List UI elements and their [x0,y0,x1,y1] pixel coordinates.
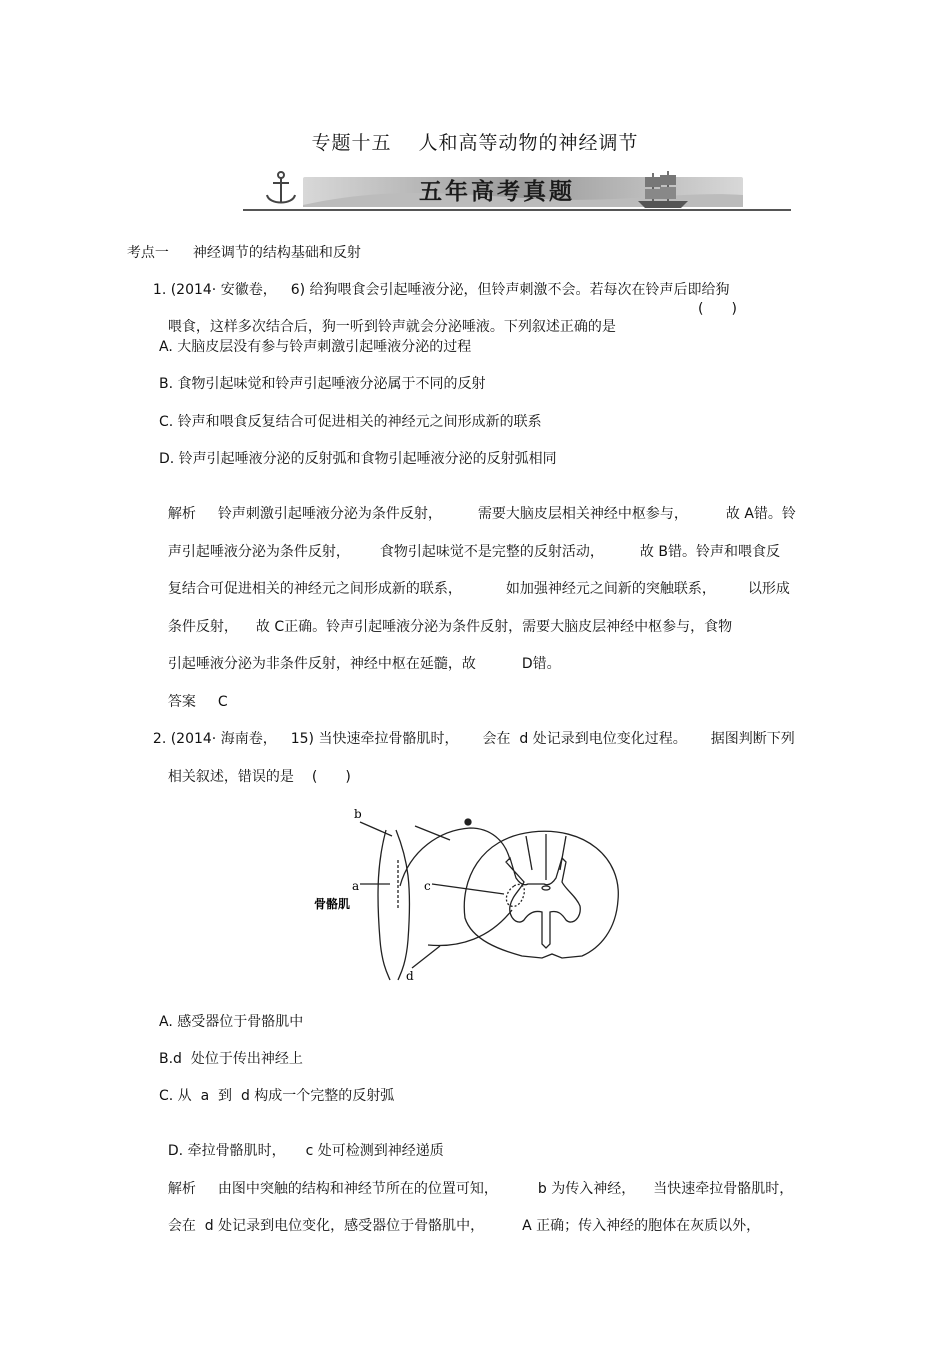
q2-analysis-text: 会在 d 处记录到电位变化，感受器位于骨骼肌中， [167,1218,485,1234]
q1-option-d: D. 铃声引起唾液分泌的反射弧和食物引起唾液分泌的反射弧相同 [159,451,557,467]
q2-analysis-text: 由图中突触的结构和神经节所在的位置可知， [217,1181,498,1197]
label-a: a [352,879,360,893]
q2-answer-paren: ( ) [311,769,351,785]
q2-option-b: B.d 处位于传出神经上 [159,1051,303,1067]
q2-option-d-text: D. 牵拉骨骼肌时， [167,1143,286,1159]
anchor-icon [267,172,295,203]
section-label: 考点一 [126,245,169,261]
q1-analysis-3 [159,562,790,598]
q1-answer-paren: ( ) [698,301,737,317]
q1-stem-2: 喂食，这样多次结合后，狗一听到铃声就会分泌唾液。下列叙述正确的是 [167,319,616,335]
afferent-nerve-b [400,828,510,886]
q1-option-c: C. 铃声和喂食反复结合可促进相关的神经元之间形成新的联系 [159,414,542,430]
spinal-cord-outline [464,831,618,958]
q2-option-d-text-2: c 处可检测到神经递质 [305,1143,444,1159]
q1-analysis-1 [159,487,796,523]
q1-line2 [159,300,616,336]
banner-title: 五年高考真题 [419,179,575,205]
q2-source: 2. (2014· 海南卷， [152,731,277,747]
q1-analysis-text: 以形成 [747,581,790,597]
q1-stem-1: 6) 给狗喂食会引起唾液分泌，但铃声刺激不会。若每次在铃声后即给狗 [290,282,730,298]
central-canal [542,886,550,890]
label-b: b [354,807,362,821]
q2-analysis-text: b 为传入神经， [537,1181,636,1197]
q1-analysis-text: D错。 [521,656,561,672]
q1-analysis-text: 故 B错。铃声和喂食反 [639,544,780,560]
label-c: c [424,879,431,893]
q2-stem: 会在 d 处记录到电位变化过程。 [482,731,687,747]
q1-option-a: A. 大脑皮层没有参与铃声刺激引起唾液分泌的过程 [159,339,472,355]
label-d: d [406,969,414,983]
q2-line1 [144,712,795,748]
q1-analysis-text: 故 A错。铃 [725,506,796,522]
section-text: 神经调节的结构基础和反射 [192,245,361,261]
reflex-arc-figure [300,800,650,985]
q1-analysis-text: 铃声刺激引起唾液分泌为条件反射， [217,506,442,522]
section-heading [118,226,361,262]
q2-option-d [159,1124,444,1160]
five-year-banner [243,165,793,215]
q1-source: 1. (2014· 安徽卷， [152,282,277,298]
q2-analysis-1 [159,1162,793,1198]
q2-stem-2: 相关叙述，错误的是 [167,769,294,785]
q1-analysis-text: 如加强神经元之间新的突触联系， [505,581,716,597]
label-skeletal-muscle: 骨骼肌 [314,897,351,911]
q1-analysis-text: 声引起唾液分泌为条件反射， [167,544,350,560]
q1-analysis-2 [159,525,780,561]
q1-line1 [144,263,730,299]
reflex-arc-diagram [300,800,650,985]
q2-stem: 据图判断下列 [710,731,795,747]
page-title: 专题十五 人和高等动物的神经调节 [311,132,639,154]
q2-option-a: A. 感受器位于骨骼肌中 [159,1014,304,1030]
q2-option-c: C. 从 a 到 d 构成一个完整的反射弧 [159,1088,395,1104]
answer-label: 答案 [167,694,196,710]
q1-analysis-text: 故 C正确。铃声引起唾液分泌为条件反射，需要大脑皮层神经中枢参与，食物 [255,619,733,635]
q1-analysis-text: 条件反射， [167,619,238,635]
q2-stem: 15) 当快速牵拉骨骼肌时， [290,731,459,747]
gray-matter [506,858,580,948]
q2-analysis-text: A 正确；传入神经的胞体在灰质以外， [522,1218,761,1234]
analysis-label: 解析 [167,1181,196,1197]
q1-analysis-text: 需要大脑皮层相关神经中枢参与， [477,506,688,522]
q2-analysis-text: 当快速牵拉骨骼肌时， [653,1181,794,1197]
q1-analysis-text: 引起唾液分泌为非条件反射，神经中枢在延髓，故 [167,656,476,672]
q1-answer [159,675,228,711]
ganglion [465,819,471,825]
skeletal-muscle [378,830,410,980]
q1-option-b: B. 食物引起味觉和铃声引起唾液分泌属于不同的反射 [159,376,486,392]
q1-analysis-text: 食物引起味觉不是完整的反射活动， [379,544,604,560]
answer-value: C [217,694,228,710]
q1-analysis-5 [159,637,561,673]
q1-analysis-4 [159,600,732,636]
q2-line2 [159,750,351,786]
q2-analysis-2 [159,1199,760,1235]
q1-analysis-text: 复结合可促进相关的神经元之间形成新的联系， [167,581,462,597]
analysis-label: 解析 [167,506,196,522]
